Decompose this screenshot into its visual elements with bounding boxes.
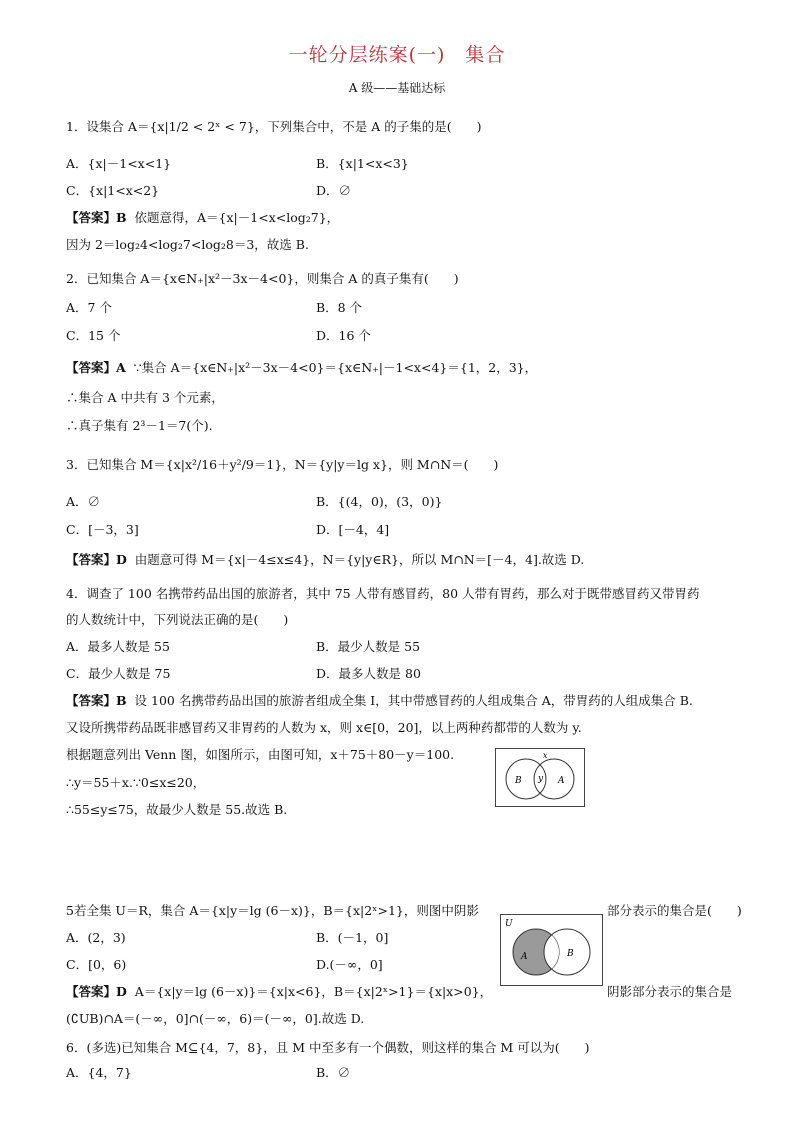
q2-answer-3: ∴真子集有 2³－1＝7(个). bbox=[66, 418, 213, 433]
question-1-stem: 1．设集合 A＝{x|1/2 < 2ˣ < 7}，下列集合中，不是 A 的子集的是( ) bbox=[66, 119, 482, 134]
q2-option-a: A．7 个 bbox=[66, 300, 112, 315]
question-5-stem: 5若全集 U＝R，集合 A＝{x|y＝lg (6－x)}，B＝{x|2ˣ>1}，则图中阴影 bbox=[66, 903, 479, 918]
label-y: y bbox=[538, 774, 544, 784]
page-subtitle: A 级——基础达标 bbox=[348, 81, 446, 95]
venn-svg-q4 bbox=[496, 749, 584, 806]
answer-tag: 【答案】A bbox=[66, 360, 126, 375]
q5-answer-2: (∁UB)∩A＝(－∞，0]∩(－∞，6)＝(－∞，0].故选 D. bbox=[66, 1011, 365, 1026]
q5-option-c: C．[0，6) bbox=[66, 957, 127, 972]
q1-option-b: B．{x|1<x<3} bbox=[316, 156, 409, 171]
answer-tag: 【答案】D bbox=[66, 984, 127, 999]
q4-option-a: A．最多人数是 55 bbox=[66, 639, 170, 654]
answer-tag: 【答案】B bbox=[66, 693, 127, 708]
venn-diagram-q5 bbox=[500, 914, 603, 986]
q1-answer-2: 因为 2＝log₂4<log₂7<log₂8＝3，故选 B. bbox=[66, 237, 309, 252]
question-6-stem: 6．(多选)已知集合 M⊆{4，7，8}，且 M 中至多有一个偶数，则这样的集合 M 可以为( ) bbox=[66, 1040, 590, 1055]
venn-svg-q5 bbox=[501, 915, 602, 985]
q1-option-d: D．∅ bbox=[316, 183, 352, 198]
q4-answer-4: ∴y＝55＋x.∵0≤x≤20， bbox=[66, 775, 206, 790]
q5-answer-right: 阴影部分表示的集合是 bbox=[607, 984, 733, 999]
q2-option-c: C．15 个 bbox=[66, 328, 121, 343]
q2-answer bbox=[66, 358, 537, 376]
q4-answer-2: 又设所携带药品既非感冒药又非胃药的人数为 x，则 x∈[0，20]，以上两种药都带的人数为 y. bbox=[66, 720, 582, 735]
q2-option-b: B．8 个 bbox=[316, 300, 363, 315]
question-5-stem-right: 部分表示的集合是( ) bbox=[607, 903, 742, 918]
q3-option-b: B．{(4，0)，(3，0)} bbox=[316, 494, 443, 509]
venn-diagram-q4 bbox=[495, 748, 585, 807]
q5-answer bbox=[66, 982, 492, 1000]
label-x: x bbox=[543, 751, 548, 760]
q3-answer bbox=[66, 550, 584, 568]
answer-text: 依题意得，A＝{x|－1<x<log₂7}， bbox=[134, 210, 340, 225]
q1-option-c: C．{x|1<x<2} bbox=[66, 183, 160, 198]
answer-text: A＝{x|y＝lg (6－x)}＝{x|x<6}，B＝{x|2ˣ>1}＝{x|x>0}， bbox=[134, 984, 493, 999]
answer-tag: 【答案】D bbox=[66, 552, 127, 567]
page-title: 一轮分层练案(一) 集合 bbox=[288, 44, 506, 66]
question-4-stem: 4．调查了 100 名携带药品出国的旅游者，其中 75 人带有感冒药，80 人带有胃药，那么对于既带感冒药又带胃药 bbox=[66, 586, 700, 601]
q3-option-c: C．[－3，3] bbox=[66, 522, 139, 537]
q3-option-d: D．[－4，4] bbox=[316, 522, 390, 537]
q1-answer bbox=[66, 208, 339, 226]
q2-answer-2: ∴集合 A 中共有 3 个元素， bbox=[66, 390, 224, 405]
q2-option-d: D．16 个 bbox=[316, 328, 371, 343]
q4-option-d: D．最多人数是 80 bbox=[316, 666, 421, 681]
answer-text: 由题意可得 M＝{x|－4≤x≤4}，N＝{y|y∈R}，所以 M∩N＝[－4，4].故选 D. bbox=[134, 552, 585, 567]
label-a: A bbox=[558, 776, 565, 786]
answer-text: ∵集合 A＝{x∈N₊|x²－3x－4<0}＝{x∈N₊|－1<x<4}＝{1，2，3}， bbox=[133, 360, 538, 375]
q1-option-a: A．{x|－1<x<1} bbox=[66, 156, 172, 171]
q3-option-a: A．∅ bbox=[66, 494, 101, 509]
q4-answer bbox=[66, 691, 693, 709]
answer-text: 设 100 名携带药品出国的旅游者组成全集 I，其中带感冒药的人组成集合 A，带胃药的人组成集合 B. bbox=[134, 693, 693, 708]
q4-answer-5: ∴55≤y≤75，故最少人数是 55.故选 B. bbox=[66, 802, 288, 817]
label-b: B bbox=[515, 776, 522, 786]
q5-option-b: B．(－1，0] bbox=[316, 930, 389, 945]
label-u: U bbox=[505, 919, 513, 929]
q5-option-d: D.(－∞，0] bbox=[316, 957, 383, 972]
question-3-stem: 3．已知集合 M＝{x|x²/16＋y²/9＝1}，N＝{y|y＝lg x}，则 M∩N＝( ) bbox=[66, 457, 499, 472]
label-a: A bbox=[521, 952, 528, 962]
question-4-stem-2: 的人数统计中，下列说法正确的是( ) bbox=[66, 612, 289, 627]
label-b: B bbox=[567, 949, 574, 959]
q6-option-a: A．{4，7} bbox=[66, 1065, 132, 1080]
q5-option-a: A．(2，3) bbox=[66, 930, 126, 945]
q4-option-c: C．最少人数是 75 bbox=[66, 666, 171, 681]
q6-option-b: B．∅ bbox=[316, 1065, 351, 1080]
q4-option-b: B．最少人数是 55 bbox=[316, 639, 421, 654]
question-2-stem: 2．已知集合 A＝{x∈N₊|x²－3x－4<0}，则集合 A 的真子集有( ) bbox=[66, 271, 459, 286]
answer-tag: 【答案】B bbox=[66, 210, 127, 225]
q4-answer-3: 根据题意列出 Venn 图，如图所示，由图可知，x＋75＋80－y＝100. bbox=[66, 747, 455, 762]
